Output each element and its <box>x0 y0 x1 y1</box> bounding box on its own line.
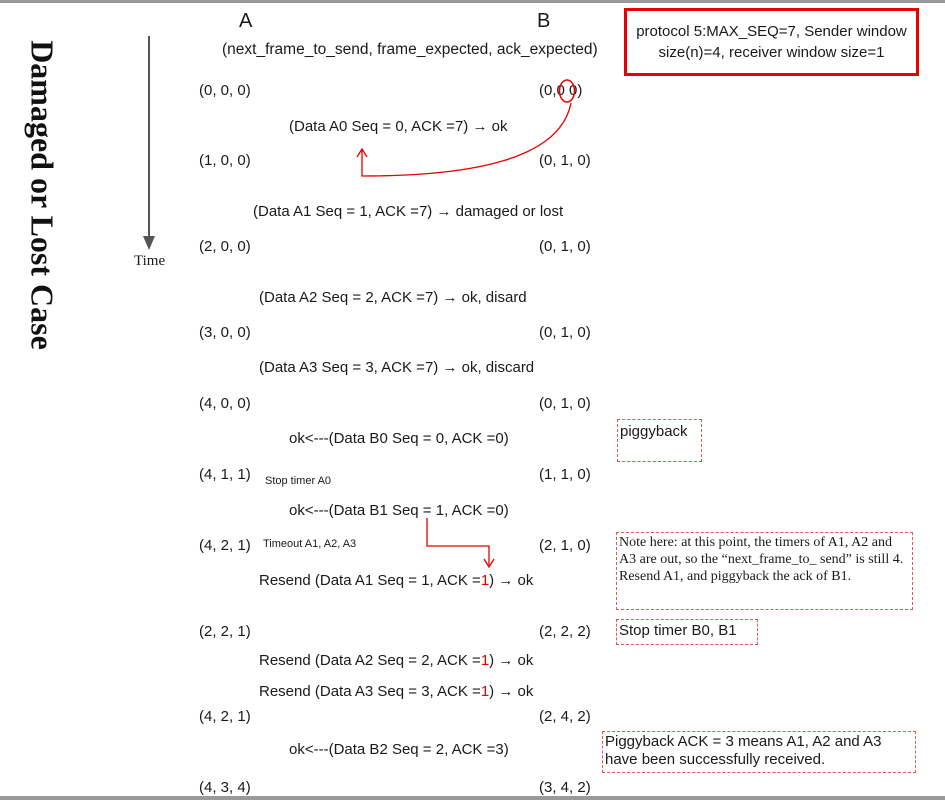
event-line: (Data A1 Seq = 1, ACK =7) → damaged or lost <box>253 203 564 220</box>
page-title: Damaged or Lost Case <box>24 40 61 350</box>
piggyback-ack-note: Piggyback ACK = 3 means A1, A2 and A3 have been successfully received. <box>602 731 916 773</box>
state-b: (0, 1, 0) <box>539 152 591 169</box>
state-b: (0, 1, 0) <box>539 238 591 255</box>
curved-arrowhead <box>357 149 367 157</box>
right-arrow-icon: → <box>498 572 514 589</box>
state-b: (2, 2, 2) <box>539 623 591 640</box>
circled-value: 0 <box>556 82 565 99</box>
state-b: (2, 4, 2) <box>539 708 591 725</box>
event-line: (Data A0 Seq = 0, ACK =7) → ok <box>289 118 508 135</box>
bent-arrow <box>427 518 489 565</box>
right-arrow-icon: → <box>442 359 458 376</box>
state-b: (3, 4, 2) <box>539 779 591 796</box>
bottom-border <box>0 796 945 800</box>
bent-arrowhead <box>484 559 494 567</box>
event-line: Resend (Data A2 Seq = 2, ACK =1) → ok <box>259 652 534 669</box>
state-format-label: (next_frame_to_send, frame_expected, ack_expected) <box>222 41 598 58</box>
state-b: (0, 1, 0) <box>539 324 591 341</box>
right-arrow-icon: → <box>472 118 488 135</box>
event-line: Resend (Data A3 Seq = 3, ACK =1) → ok <box>259 683 534 700</box>
event-line: Resend (Data A1 Seq = 1, ACK =1) → ok <box>259 572 534 589</box>
event-line: ok<---(Data B1 Seq = 1, ACK =0) <box>289 502 509 519</box>
state-a: (4, 2, 1) <box>199 537 251 554</box>
state-a: (1, 0, 0) <box>199 152 251 169</box>
top-border <box>0 0 945 3</box>
state-a: (2, 2, 1) <box>199 623 251 640</box>
state-a: (0, 0, 0) <box>199 82 251 99</box>
piggyback-note: piggyback <box>617 419 702 462</box>
event-line: ok<---(Data B0 Seq = 0, ACK =0) <box>289 430 509 447</box>
protocol-box: protocol 5:MAX_SEQ=7, Sender window size(n)=4, receiver window size=1 <box>624 8 919 76</box>
state-b: (2, 1, 0) <box>539 537 591 554</box>
event-line: (Data A2 Seq = 2, ACK =7) → ok, disard <box>259 289 527 306</box>
state-a: (4, 2, 1) <box>199 708 251 725</box>
header-a: A <box>239 10 253 32</box>
state-a: (4, 3, 4) <box>199 779 251 796</box>
timeout-note: Timeout A1, A2, A3 <box>263 538 357 550</box>
state-a: (2, 0, 0) <box>199 238 251 255</box>
header-b: B <box>537 10 551 32</box>
event-line: (Data A3 Seq = 3, ACK =7) → ok, discard <box>259 359 535 376</box>
state-a: (4, 1, 1) <box>199 466 251 483</box>
state-b: (1, 1, 0) <box>539 466 591 483</box>
stop-timer-b-note: Stop timer B0, B1 <box>616 619 758 645</box>
stop-timer-a0-note: Stop timer A0 <box>265 475 332 487</box>
state-b: (0, 1, 0) <box>539 395 591 412</box>
right-arrow-icon: → <box>498 652 514 669</box>
state-a: (3, 0, 0) <box>199 324 251 341</box>
right-arrow-icon: → <box>498 683 514 700</box>
time-axis-arrowhead <box>143 236 155 250</box>
time-label: Time <box>134 253 166 269</box>
right-arrow-icon: → <box>436 203 452 220</box>
event-line: ok<---(Data B2 Seq = 2, ACK =3) <box>289 741 509 758</box>
state-a: (4, 0, 0) <box>199 395 251 412</box>
right-arrow-icon: → <box>442 289 458 306</box>
state-b: (0,0 0) <box>539 82 583 99</box>
timer-note: Note here: at this point, the timers of A1, A2 and A3 are out, so the “next_frame_to_ send” is still 4. Resend A1, and piggyback the ack of B1. <box>616 532 913 610</box>
